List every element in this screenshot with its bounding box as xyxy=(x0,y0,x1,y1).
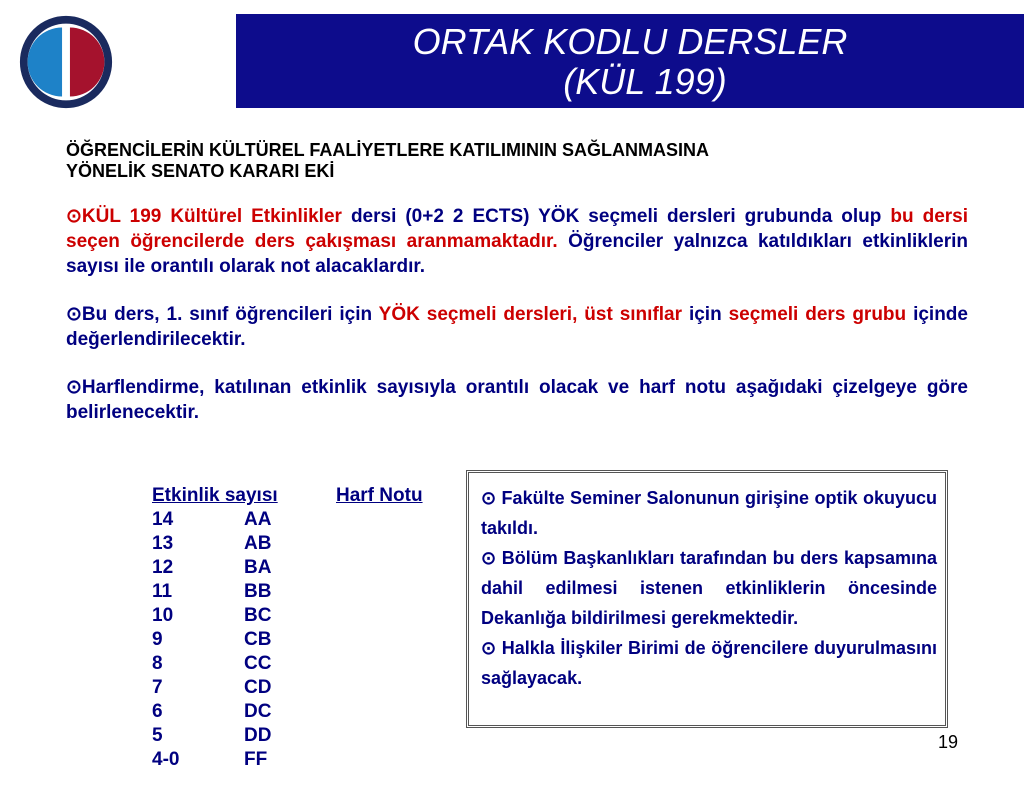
letter-grade: FF xyxy=(244,749,268,770)
paragraph-course-info xyxy=(66,204,968,279)
letter-grade: DC xyxy=(244,701,272,722)
activity-count: 12 xyxy=(152,557,174,578)
activity-count: 10 xyxy=(152,605,174,626)
section-heading xyxy=(66,140,968,182)
title-line-2: (KÜL 199) xyxy=(563,61,727,102)
letter-grade: CD xyxy=(244,677,272,698)
letter-grade: CB xyxy=(244,629,272,650)
paragraph-text: dersi (0+2 2 ECTS) YÖK seçmeli dersleri grubunda olup xyxy=(341,206,891,227)
activity-count: 4-0 xyxy=(152,749,180,770)
column-header-letter-grade: Harf Notu xyxy=(336,485,423,506)
table-row xyxy=(152,532,423,556)
grade-table xyxy=(152,484,423,772)
title-banner xyxy=(236,14,1024,108)
heading-line-2: YÖNELİK SENATO KARARI EKİ xyxy=(66,161,335,181)
paragraph-text: içinde değerlendirilecektir. xyxy=(66,304,968,350)
title-line-1: ORTAK KODLU DERSLER xyxy=(412,21,848,62)
activity-count: 7 xyxy=(152,677,163,698)
activity-count: 13 xyxy=(152,533,174,554)
elective-highlight: YÖK seçmeli dersleri, üst sınıflar xyxy=(378,304,683,325)
activity-count: 14 xyxy=(152,509,174,530)
info-box xyxy=(466,470,948,728)
table-row xyxy=(152,604,423,628)
table-row xyxy=(152,700,423,724)
course-name-highlight: KÜL 199 Kültürel Etkinlikler xyxy=(81,206,342,227)
paragraph-text: Öğrenciler yalnızca katıldıkları etkinliklerin sayısı ile orantılı olarak not alacaklardır. xyxy=(66,231,968,277)
page-number: 19 xyxy=(938,732,959,752)
university-logo xyxy=(18,14,114,110)
column-header-activity-count: Etkinlik sayısı xyxy=(152,485,278,506)
conflict-highlight: bu dersi seçen öğrencilerde ders çakışması aranmamaktadır. xyxy=(66,206,969,252)
letter-grade: BA xyxy=(244,557,272,578)
elective-group-highlight: seçmeli ders grubu xyxy=(728,304,907,325)
activity-count: 8 xyxy=(152,653,163,674)
paragraph-elective-info xyxy=(66,302,968,352)
activity-count: 11 xyxy=(152,581,173,602)
letter-grade: AB xyxy=(244,533,272,554)
letter-grade: AA xyxy=(244,509,272,530)
table-row xyxy=(152,556,423,580)
activity-count: 6 xyxy=(152,701,163,722)
heading-line-1: ÖĞRENCİLERİN KÜLTÜREL FAALİYETLERE KATILIMININ SAĞLANMASINA xyxy=(66,140,709,160)
info-item-optical-reader: ⊙ Fakülte Seminer Salonunun girişine optik okuyucu takıldı. xyxy=(481,488,937,538)
paragraph-text: için xyxy=(682,304,729,325)
info-item-public-relations: ⊙ Halkla İlişkiler Birimi de öğrencilere duyurulmasını sağlayacak. xyxy=(481,638,937,688)
activity-count: 5 xyxy=(152,725,163,746)
paragraph-text: Bu ders, 1. sınıf öğrencileri için xyxy=(81,304,379,325)
activity-count: 9 xyxy=(152,629,163,650)
grade-table-header xyxy=(152,484,423,508)
table-row xyxy=(152,580,423,604)
table-row xyxy=(152,724,423,748)
bullet-icon: ⊙ xyxy=(66,377,82,398)
table-row xyxy=(152,748,423,772)
letter-grade: DD xyxy=(244,725,272,746)
main-content xyxy=(66,140,968,448)
paragraph-text: Harflendirme, katılınan etkinlik sayısıyla orantılı olacak ve harf notu aşağıdaki çizelgeye göre belirlenecektir. xyxy=(66,377,968,423)
paragraph-grading-info xyxy=(66,375,968,425)
letter-grade: BC xyxy=(244,605,272,626)
bullet-icon: ⊙ xyxy=(66,206,82,227)
table-row xyxy=(152,652,423,676)
letter-grade: CC xyxy=(244,653,272,674)
table-row xyxy=(152,676,423,700)
table-row xyxy=(152,628,423,652)
table-row xyxy=(152,508,423,532)
info-item-department-notice: ⊙ Bölüm Başkanlıkları tarafından bu ders kapsamına dahil edilmesi istenen etkinliklerin öncesinde Dekanlığa bildirilmesi gerekmektedir. xyxy=(481,548,937,628)
bullet-icon: ⊙ xyxy=(66,304,82,325)
letter-grade: BB xyxy=(244,581,272,602)
